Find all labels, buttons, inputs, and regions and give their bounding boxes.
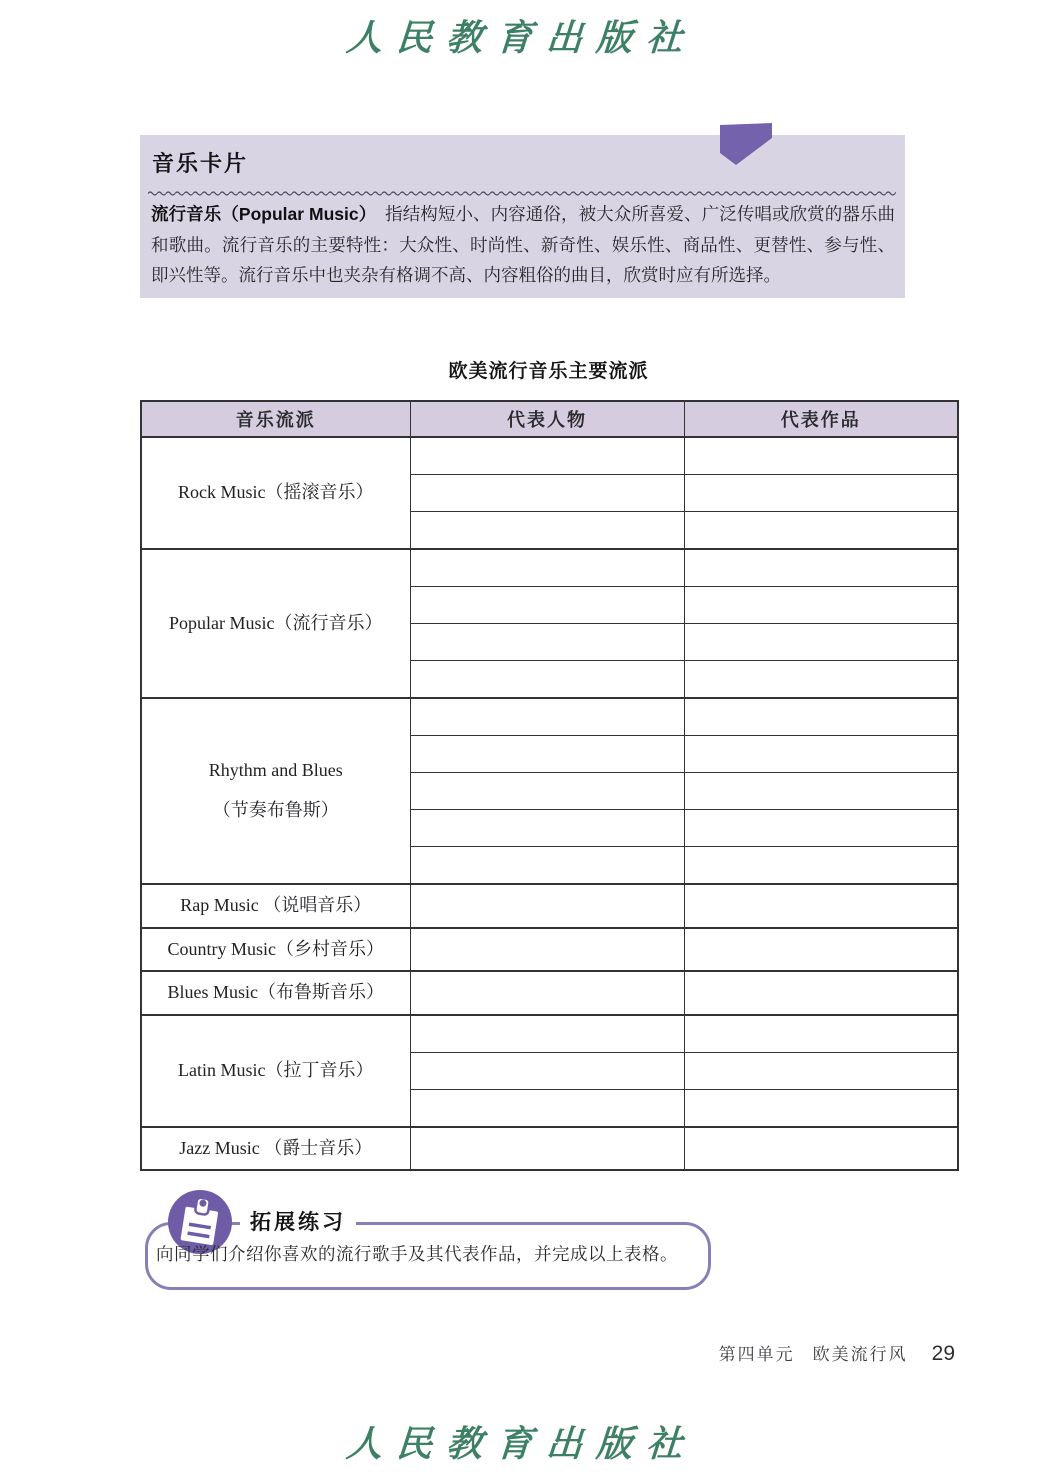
table-row — [141, 549, 958, 587]
genre-table-header-row — [141, 401, 958, 437]
blank-work-cell — [684, 512, 958, 550]
blank-artist-cell — [410, 1015, 684, 1053]
table-row — [141, 698, 958, 736]
blank-work-cell — [684, 587, 958, 624]
blank-artist-cell — [410, 736, 684, 773]
genre-cell: Popular Music（流行音乐） — [141, 549, 410, 698]
genre-cell: Country Music（乡村音乐） — [141, 928, 410, 972]
blank-artist-cell — [410, 624, 684, 661]
blank-work-cell — [684, 884, 958, 928]
blank-artist-cell — [410, 810, 684, 847]
blank-work-cell — [684, 1015, 958, 1053]
blank-work-cell — [684, 847, 958, 885]
table-row — [141, 884, 958, 928]
blank-artist-cell — [410, 549, 684, 587]
wavy-divider — [148, 188, 896, 196]
blank-work-cell — [684, 1127, 958, 1171]
table-row — [141, 1015, 958, 1053]
blank-work-cell — [684, 928, 958, 972]
blank-work-cell — [684, 736, 958, 773]
genre-cell: Blues Music（布鲁斯音乐） — [141, 971, 410, 1015]
blank-artist-cell — [410, 512, 684, 550]
column-header-genre: 音乐流派 — [141, 401, 410, 437]
blank-work-cell — [684, 698, 958, 736]
table-row — [141, 437, 958, 475]
blank-artist-cell — [410, 587, 684, 624]
blank-artist-cell — [410, 928, 684, 972]
genre-table-body — [141, 437, 958, 1170]
blank-artist-cell — [410, 1089, 684, 1127]
footer-unit: 第四单元 — [718, 1345, 795, 1364]
publisher-logo-top: 人民教育出版社 — [344, 17, 698, 59]
blank-artist-cell — [410, 475, 684, 512]
exercise-text: 向同学们介绍你喜欢的流行歌手及其代表作品，并完成以上表格。 — [156, 1244, 678, 1264]
genre-cell: Jazz Music （爵士音乐） — [141, 1127, 410, 1171]
blank-artist-cell — [410, 884, 684, 928]
footer-section-title: 欧美流行风 — [812, 1345, 908, 1364]
column-header-work: 代表作品 — [684, 401, 958, 437]
blank-work-cell — [684, 810, 958, 847]
music-card-title: 音乐卡片 — [152, 151, 249, 176]
publisher-logo-bottom: 人民教育出版社 — [344, 1423, 698, 1465]
blank-artist-cell — [410, 773, 684, 810]
blank-work-cell — [684, 437, 958, 475]
music-card-definition: 指结构短小、内容通俗，被大众所喜爱、广泛传唱或欣赏的器乐曲和歌曲。流行音乐的主要特性：大众性、时尚性、新奇性、娱乐性、商品性、更替性、参与性、即兴性等。流行音乐中也夹杂有格调不高、内容粗俗的曲目，欣赏时应有所选择。 — [151, 204, 896, 285]
blank-work-cell — [684, 661, 958, 699]
genre-cell: Rap Music （说唱音乐） — [141, 884, 410, 928]
blank-artist-cell — [410, 847, 684, 885]
genre-cell: Rock Music（摇滚音乐） — [141, 437, 410, 549]
blank-work-cell — [684, 624, 958, 661]
table-row — [141, 928, 958, 972]
genre-cell: Latin Music（拉丁音乐） — [141, 1015, 410, 1127]
music-card-body — [151, 199, 895, 291]
blank-artist-cell — [410, 437, 684, 475]
music-card-term: 流行音乐（Popular Music） — [151, 204, 368, 224]
column-header-artist: 代表人物 — [410, 401, 684, 437]
blank-artist-cell — [410, 661, 684, 699]
blank-artist-cell — [410, 1052, 684, 1089]
blank-work-cell — [684, 1052, 958, 1089]
blank-work-cell — [684, 1089, 958, 1127]
blank-artist-cell — [410, 1127, 684, 1171]
blank-work-cell — [684, 773, 958, 810]
blank-work-cell — [684, 475, 958, 512]
blank-work-cell — [684, 971, 958, 1015]
blank-artist-cell — [410, 698, 684, 736]
genre-cell: Rhythm and Blues （节奏布鲁斯） — [141, 698, 410, 884]
music-card — [140, 135, 905, 298]
genre-table-title: 欧美流行音乐主要流派 — [448, 361, 649, 382]
table-row — [141, 1127, 958, 1171]
table-row — [141, 971, 958, 1015]
genre-table — [140, 400, 959, 1171]
page-footer — [0, 1340, 955, 1366]
footer-page-number: 29 — [931, 1342, 955, 1365]
exercise-title: 拓展练习 — [240, 1206, 356, 1236]
blank-artist-cell — [410, 971, 684, 1015]
card-fold-corner — [720, 123, 772, 165]
blank-work-cell — [684, 549, 958, 587]
